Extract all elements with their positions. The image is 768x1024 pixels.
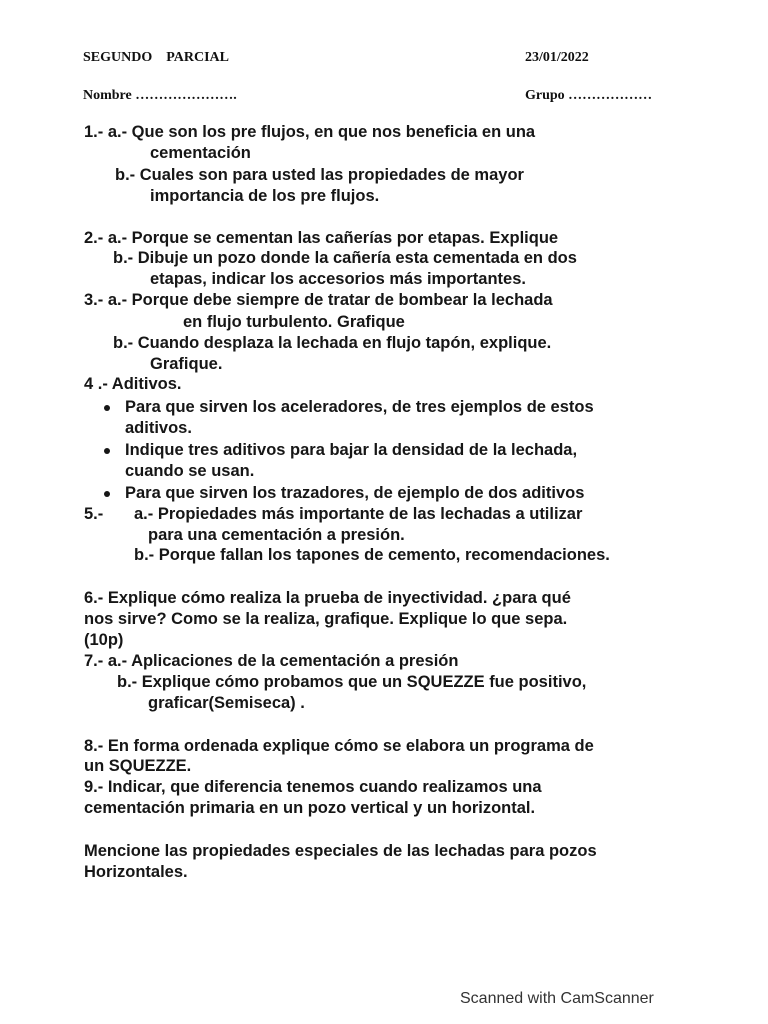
- question-line: 9.- Indicar, que diferencia tenemos cuando realizamos una: [84, 778, 542, 796]
- question-line: para una cementación a presión.: [148, 526, 405, 544]
- exam-title: SEGUNDO PARCIAL: [83, 50, 229, 65]
- scanner-watermark: Scanned with CamScanner: [460, 990, 654, 1007]
- question-line: graficar(Semiseca) .: [148, 694, 305, 712]
- question-line: a.- Propiedades más importante de las lechadas a utilizar: [134, 505, 583, 523]
- question-line: importancia de los pre flujos.: [150, 187, 380, 205]
- question-line: 3.- a.- Porque debe siempre de tratar de bombear la lechada: [84, 291, 553, 309]
- question-line: cementación: [150, 144, 251, 162]
- question-line: Para que sirven los aceleradores, de tres ejemplos de estos: [125, 398, 594, 416]
- bullet-icon: [104, 491, 110, 497]
- question-line: etapas, indicar los accesorios más importantes.: [150, 270, 526, 288]
- question-line: b.- Porque fallan los tapones de cemento, recomendaciones.: [134, 546, 610, 564]
- question-line: 2.- a.- Porque se cementan las cañerías por etapas. Explique: [84, 229, 559, 247]
- question-line: Horizontales.: [84, 863, 188, 881]
- question-line: b.- Explique cómo probamos que un SQUEZZE fue positivo,: [117, 673, 587, 691]
- group-field-label: Grupo ………………: [525, 88, 653, 103]
- question-line: Mencione las propiedades especiales de las lechadas para pozos: [84, 842, 597, 860]
- question-line: b.- Dibuje un pozo donde la cañería esta cementada en dos: [113, 249, 577, 267]
- bullet-icon: [104, 448, 110, 454]
- question-line: 8.- En forma ordenada explique cómo se elabora un programa de: [84, 737, 594, 755]
- question-line: 6.- Explique cómo realiza la prueba de inyectividad. ¿para qué: [84, 589, 571, 607]
- bullet-icon: [104, 405, 110, 411]
- question-line: b.- Cuando desplaza la lechada en flujo tapón, explique.: [113, 334, 552, 352]
- question-line: cementación primaria en un pozo vertical y un horizontal.: [84, 799, 536, 817]
- question-line: (10p): [84, 631, 124, 649]
- question-line: en flujo turbulento. Grafique: [183, 313, 405, 331]
- question-line: 4 .- Aditivos.: [84, 375, 182, 393]
- question-line: Grafique.: [150, 355, 223, 373]
- question-line: b.- Cuales son para usted las propiedades de mayor: [115, 166, 524, 184]
- question-line: cuando se usan.: [125, 462, 255, 480]
- question-line: un SQUEZZE.: [84, 757, 192, 775]
- question-line: 5.-: [84, 505, 104, 523]
- question-line: aditivos.: [125, 419, 192, 437]
- question-line: Indique tres aditivos para bajar la densidad de la lechada,: [125, 441, 578, 459]
- question-line: nos sirve? Como se la realiza, grafique. Explique lo que sepa.: [84, 610, 568, 628]
- name-field-label: Nombre ………………….: [83, 88, 237, 103]
- question-line: 7.- a.- Aplicaciones de la cementación a presión: [84, 652, 459, 670]
- question-line: Para que sirven los trazadores, de ejemplo de dos aditivos: [125, 484, 585, 502]
- question-line: 1.- a.- Que son los pre flujos, en que nos beneficia en una: [84, 123, 536, 141]
- exam-date: 23/01/2022: [525, 50, 589, 65]
